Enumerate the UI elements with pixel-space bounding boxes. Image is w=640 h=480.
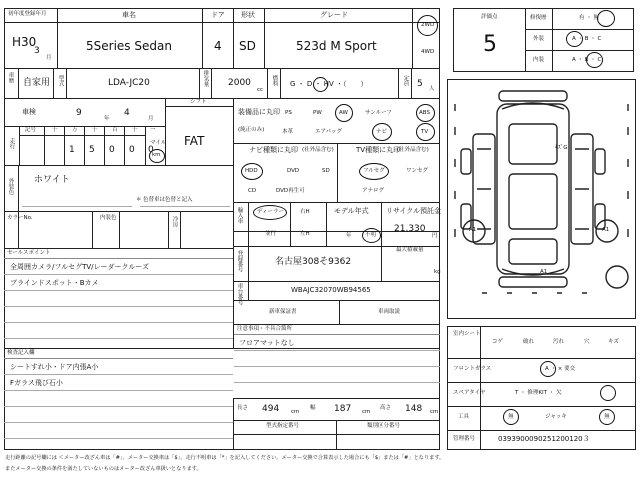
mileage-digit: 5: [89, 145, 95, 155]
tools-value: 無: [508, 414, 514, 420]
mileage-place-one: 一: [150, 127, 156, 133]
door-label: ドア: [211, 11, 225, 19]
front-glass-label: フロントガラス: [453, 366, 492, 372]
sales-points-label: セールスポイント: [7, 250, 51, 256]
equipment-ps: PS: [285, 110, 292, 116]
navi-dvd: DVD: [287, 168, 300, 174]
repair-none-circle: [597, 10, 615, 27]
mileage-digit: 0: [148, 145, 154, 155]
score-value: 5: [483, 32, 497, 57]
max-load-label: 最大積載量: [396, 247, 424, 253]
mileage-place-hundred: 百: [112, 127, 118, 133]
equipment-leather: 本革: [282, 129, 294, 135]
shift-value: FAT: [184, 134, 205, 148]
notes-label: 注意事項・不具合箇所: [237, 326, 293, 332]
tv-analog: アナログ: [362, 188, 385, 194]
import-right-hand: 右H: [300, 209, 310, 215]
tools-label: 工具: [458, 414, 470, 420]
chassis-label: 車台番号: [236, 283, 243, 305]
inspector-line: シートすれ小・ドア内張A小: [10, 363, 99, 371]
displacement-unit: cc: [257, 87, 264, 93]
exterior-color-note-mark: ＊: [136, 197, 142, 203]
model-year-label: モデル年式: [334, 207, 369, 215]
height-unit: cm: [430, 409, 439, 415]
registration-value: 名古屋308そ9362: [275, 257, 352, 267]
interior-seat-label: 室内シート: [453, 331, 481, 337]
inspector-line: Fガラス飛び石小: [10, 379, 63, 387]
jack-value: 無: [604, 414, 610, 420]
recycle-label: リサイクル預託金: [386, 207, 442, 215]
length-unit: cm: [291, 409, 300, 415]
grade-value: 523d M Sport: [296, 39, 377, 53]
equipment-abs: ABS: [419, 110, 430, 116]
navi-cd: CD: [248, 188, 257, 194]
car-damage-diagram: [447, 79, 636, 319]
equipment-sunroof: サンルーフ: [365, 110, 392, 116]
equipment-navi: ナビ: [376, 129, 388, 135]
tv-oneseg: ワンセグ: [406, 168, 429, 174]
import-label: 輸入車: [236, 207, 243, 224]
control-no-label: 管理番号: [453, 436, 476, 442]
exterior-color-value: ホワイト: [34, 175, 70, 185]
door-count: 4: [214, 39, 222, 53]
spare-tire-options: T ・ 修理KIT ・ 欠: [515, 390, 562, 396]
mileage-place-thousand: 千: [92, 127, 98, 133]
diagram-mark: A1: [602, 227, 610, 233]
interior-b-circle: [586, 52, 603, 68]
exterior-options: A ・ B ・ C: [572, 36, 602, 42]
registration-label: 登録番号: [236, 250, 243, 272]
jack-label: ジャッキ: [545, 414, 567, 420]
footer-note-1: 走行距離の記号欄には ＜メーター改ざん車は「#」、メーター交換車は「$」、走行不明車は「*」を記入してください。メーター交換で合算表示した場合にも「$」または「#」となります。: [5, 455, 445, 461]
displacement-value: 2000: [228, 78, 251, 88]
equipment-airbag: エアバッグ: [315, 129, 343, 135]
notes-line: フロアマットなし: [239, 339, 295, 347]
repair-history-options: 有 ・ 無: [579, 15, 599, 21]
spare-tire-label: スペアタイヤ: [453, 390, 486, 396]
model-value: LDA-JC20: [108, 78, 150, 88]
warranty-new-car: 新車保証書: [269, 309, 297, 315]
equipment-label: 装備品に丸印: [238, 108, 280, 116]
navi-hdd: HDD: [245, 168, 258, 174]
car-name-label: 車名: [122, 11, 136, 19]
control-no-value: 0393900090251200120３: [498, 435, 590, 443]
inspector-label: 検査記入欄: [7, 350, 35, 356]
interior-label: 内装: [533, 57, 545, 63]
usage-label: 車歴: [7, 72, 14, 83]
navi-dvd-playback: DVD再生可: [276, 188, 305, 194]
interior-options: A ・ B ・ C: [572, 57, 602, 63]
front-glass-options: A ・ × 要交: [545, 366, 576, 372]
equipment-aw: AW: [339, 110, 348, 116]
first-reg-month: 3: [34, 46, 40, 56]
equipment-sublabel: (純正のみ): [238, 127, 265, 133]
width-label: 幅: [310, 405, 316, 411]
inspection-year-unit: 年: [104, 116, 110, 122]
model-year-unit: 年: [346, 233, 352, 239]
color-no-label: カラーNo.: [7, 215, 33, 221]
class-number-label: 類別区分番号: [367, 423, 401, 429]
car-name: 5Series Sedan: [86, 39, 172, 53]
sales-point-line: 全周囲カメラ/フルセグTV/レーダークルーズ: [10, 263, 149, 271]
chassis-value: WBAJC32070WB94565: [291, 286, 371, 294]
seat-scratch: キズ: [608, 339, 619, 345]
mileage-place-symbol: 記号: [25, 127, 37, 133]
fuel-options: G ・ D ・ HV ・（ ）: [290, 80, 368, 88]
first-reg-month-unit: 月: [46, 55, 52, 61]
length-value: 494: [262, 404, 280, 414]
capacity-value: 5: [417, 79, 423, 89]
inspection-label: 車検: [22, 108, 36, 116]
exterior-color-label: 外装色: [7, 178, 14, 195]
diagram-mark: A1: [469, 227, 477, 233]
width-value: 187: [334, 404, 352, 414]
shape-value: SD: [239, 39, 256, 53]
diagram-mark: ｷｽﾞG: [555, 145, 568, 151]
cooler-label: 冷房: [171, 216, 178, 227]
sales-point-line: ブラインドスポット・Bカメ: [10, 279, 99, 287]
mileage-digit: 0: [129, 145, 135, 155]
inspection-year: 9: [76, 108, 82, 118]
score-label: 評価点: [481, 14, 498, 20]
repair-history-label: 修復歴: [530, 15, 547, 21]
height-label: 高さ: [380, 405, 392, 411]
drive-2wd: 2WD: [421, 22, 435, 28]
first-reg-year: H30: [12, 35, 37, 49]
model-year-unknown: 不明: [365, 232, 377, 238]
recycle-unit: 円: [432, 233, 438, 239]
seat-stain: 汚れ: [553, 339, 565, 345]
seat-hole: 穴: [584, 339, 590, 345]
shape-label: 形状: [241, 11, 255, 19]
mileage-digit: 0: [109, 145, 115, 155]
warranty-manual: 車両取説: [378, 309, 401, 315]
equipment-tv: TV: [421, 129, 429, 135]
diagram-mark: A1: [540, 269, 548, 275]
seat-burn: コゲ: [492, 339, 504, 345]
import-parallel: 並行: [265, 231, 277, 237]
mileage-place-ten: 十: [132, 127, 138, 133]
footer-note-2: またメーター交換の条件を満たしていないものはメーター改ざん車扱いとなります。: [5, 466, 202, 472]
capacity-label: 定員: [402, 75, 409, 86]
import-left-hand: 左H: [300, 231, 310, 237]
exterior-color-note: 色替車は色替と記入: [143, 197, 193, 203]
shift-label: シフト: [190, 99, 207, 105]
recycle-value: 21,330: [394, 224, 426, 234]
width-unit: cm: [362, 409, 371, 415]
inspection-month-unit: 月: [148, 116, 154, 122]
seat-tear: 破れ: [523, 339, 535, 345]
drive-4wd: 4WD: [421, 49, 435, 55]
exterior-label: 外装: [533, 36, 545, 42]
mileage-place-ten-thousand: 万: [72, 127, 78, 133]
grade-label: グレード: [320, 11, 348, 19]
mileage-digit: 1: [69, 145, 75, 155]
navi-sublabel: (社外品含む): [302, 147, 334, 153]
import-dealer: ディーラー: [257, 209, 285, 215]
first-reg-label: 初年度登録年月: [8, 11, 47, 17]
model-label: 型式: [57, 75, 64, 86]
navi-sd: SD: [322, 168, 330, 174]
front-glass-a-circle: [540, 361, 556, 377]
usage-value: 自家用: [23, 78, 51, 88]
height-value: 148: [405, 404, 423, 414]
mileage-label: 走行: [8, 138, 15, 149]
mileage-place-ten-thousand-x10: 十: [52, 127, 58, 133]
tv-fullseg: フルセグ: [363, 168, 385, 174]
exterior-a-circle: [566, 31, 583, 47]
inspection-month: 4: [124, 108, 130, 118]
fuel-d-circle: [313, 77, 328, 92]
type-designation-label: 型式指定番号: [266, 423, 300, 429]
tv-label: TV種類に丸印: [356, 146, 401, 154]
mileage-unit-km: km: [152, 152, 161, 158]
mileage-unit-mile: マイル: [150, 140, 167, 146]
navi-label: ナビ種類に丸印: [249, 146, 298, 154]
tv-sublabel: (社外品含む): [397, 147, 429, 153]
length-label: 長さ: [237, 405, 249, 411]
equipment-pw: PW: [313, 110, 322, 116]
max-load-unit: kg: [434, 269, 441, 275]
displacement-label: 排気量: [202, 70, 209, 87]
interior-color-label: 内装色: [100, 215, 117, 221]
capacity-unit: 人: [429, 86, 435, 92]
fuel-label: 燃料: [271, 75, 278, 86]
spare-missing-circle: [600, 385, 616, 401]
